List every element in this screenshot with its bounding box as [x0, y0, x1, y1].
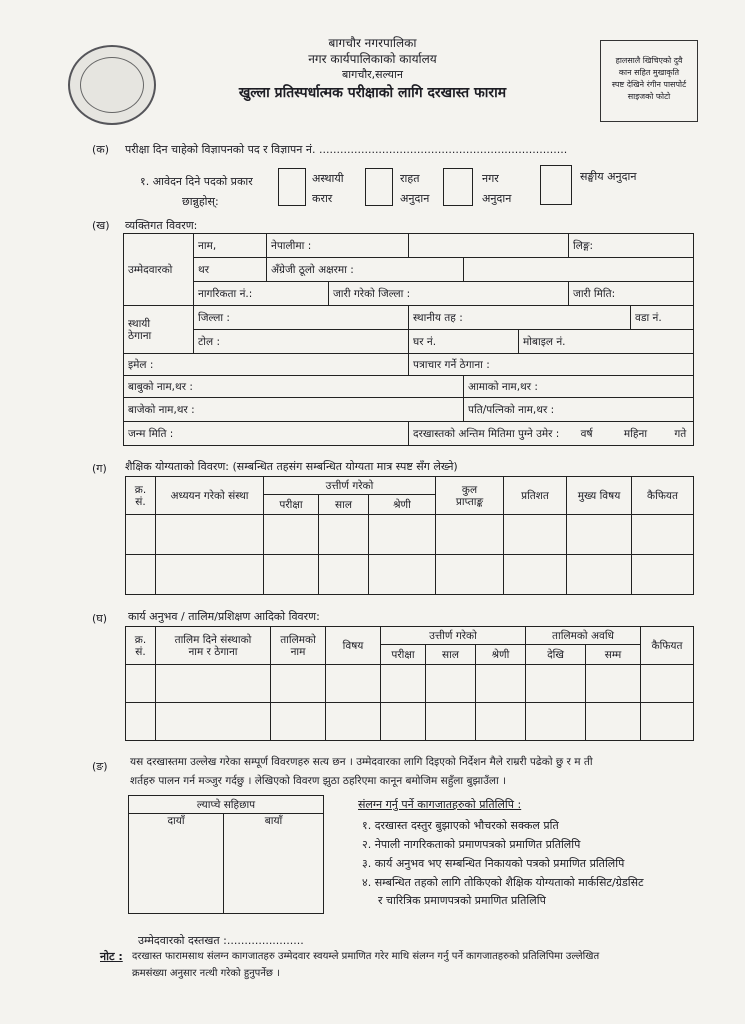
- issued-district-field[interactable]: जारी गरेको जिल्ला :: [329, 282, 569, 306]
- trn-name-text: तालिमको: [280, 633, 316, 646]
- gender-field[interactable]: लिङ्ग:: [569, 234, 694, 258]
- note-label: नोट :: [100, 950, 123, 963]
- section-gha-marker: (घ): [92, 612, 108, 625]
- form-title: खुल्ला प्रतिस्पर्धात्मक परीक्षाको लागि दरखास्त फाराम: [238, 85, 507, 101]
- trn-sn-text: सं.: [135, 645, 146, 658]
- trn-exam-header: परीक्षा: [381, 645, 426, 665]
- declaration-line-2: शर्तहरु पालन गर्न मञ्जुर गर्दछु । लेखिएको विवरण झुठा ठहरिएमा कानून बमोजिम सहुँला बुझाउँला ।: [130, 775, 507, 787]
- option-municipal-label: नगर: [482, 172, 499, 185]
- candidate-label: उम्मेदवारको: [124, 234, 194, 306]
- permanent-label: स्थायी: [128, 317, 151, 330]
- office-name: नगर कार्यपालिकाको कार्यालय: [308, 52, 437, 66]
- trn-org-header: [156, 627, 271, 665]
- trn-to-header: सम्म: [586, 645, 641, 665]
- option-municipal-grant-label: अनुदान: [482, 192, 512, 205]
- trn-sn-text: क्र.: [134, 633, 147, 646]
- trn-subject-header: विषय: [326, 627, 381, 665]
- vacancy-field[interactable]: परीक्षा दिन चाहेको विज्ञापनको पद र विज्ञापन नं. .......................................................................: [125, 143, 568, 156]
- grandfather-name-field[interactable]: बाजेको नाम,थर :: [124, 398, 464, 422]
- thumbprint-title: ल्याप्चे सहिछाप: [129, 796, 324, 814]
- edu-total-text: कुल: [461, 483, 478, 496]
- attachments-title: संलग्न गर्नु पर्ने कागजातहरुको प्रतिलिपि :: [358, 798, 522, 811]
- candidate-signature-field[interactable]: उम्मेदवारको दस्तखत :......................: [138, 934, 304, 947]
- english-name-field[interactable]: अँग्रेजी ठूलो अक्षरमा :: [267, 258, 464, 282]
- personal-details-table: [123, 233, 694, 446]
- trn-duration-header: तालिमको अवधि: [526, 627, 641, 645]
- thumbprint-table: [128, 795, 324, 914]
- right-thumb-box[interactable]: [129, 814, 224, 914]
- trn-name-text: नाम: [290, 645, 306, 658]
- name-label: नाम,: [194, 234, 267, 258]
- edu-percent-header: प्रतिशत: [504, 477, 567, 515]
- district-field[interactable]: जिल्ला :: [194, 306, 409, 330]
- edu-sn-text: सं.: [135, 495, 146, 508]
- edu-sn-header: [126, 477, 156, 515]
- english-name-input[interactable]: [464, 258, 694, 282]
- education-title: शैक्षिक योग्यताको विवरण: (सम्बन्धित तहसंग सम्बन्धित योग्यता मात्र स्पष्ट सँग लेख्ने): [125, 460, 458, 473]
- trn-passed-header: उत्तीर्ण गरेको: [381, 627, 526, 645]
- list-item: ३. कार्य अनुभव भए सम्बन्धित निकायको पत्रको प्रमाणित प्रतिलिपि: [362, 857, 625, 870]
- edu-remarks-header: कैफियत: [632, 477, 694, 515]
- choose-label: छान्नुहोस्:: [182, 195, 219, 208]
- trn-from-header: देखि: [526, 645, 586, 665]
- edu-institution-header: अध्ययन गरेको संस्था: [156, 477, 264, 515]
- photo-note-line: हालसालै खिचिएको दुवै: [615, 56, 683, 65]
- option-grant-label: अनुदान: [400, 192, 430, 205]
- address-label: ठेगाना: [128, 329, 152, 342]
- table-row[interactable]: [126, 555, 694, 595]
- age-day-label: गते: [674, 427, 687, 440]
- mobile-field[interactable]: मोबाइल नं.: [519, 330, 694, 354]
- section-ka-marker: (क): [92, 143, 110, 156]
- edu-year-header: साल: [319, 495, 369, 515]
- mailing-address-field[interactable]: पत्राचार गर्ने ठेगाना :: [409, 354, 694, 376]
- checkbox-relief-grant[interactable]: [365, 168, 393, 206]
- training-title: कार्य अनुभव / तालिम/प्रशिक्षण आदिको विवरण:: [128, 610, 320, 623]
- surname-label: थर: [194, 258, 267, 282]
- citizenship-no-field[interactable]: नागरिकता नं.:: [194, 282, 329, 306]
- trn-org-text: तालिम दिने संस्थाको: [174, 633, 252, 646]
- age-label: दरखास्तको अन्तिम मितिमा पुग्ने उमेर :: [413, 427, 560, 440]
- ward-field[interactable]: वडा नं.: [631, 306, 694, 330]
- age-field[interactable]: [409, 422, 694, 446]
- local-level-field[interactable]: स्थानीय तह :: [409, 306, 631, 330]
- father-name-field[interactable]: बाबुको नाम,थर :: [124, 376, 464, 398]
- edu-subject-header: मुख्य विषय: [567, 477, 632, 515]
- education-table: [125, 476, 694, 595]
- permanent-address-label: [124, 306, 194, 354]
- left-thumb-label: बायाँ: [264, 815, 283, 827]
- table-row[interactable]: [126, 703, 694, 741]
- section-nga-marker: (ङ): [92, 760, 108, 773]
- table-row[interactable]: [126, 515, 694, 555]
- section-kha-marker: (ख): [92, 219, 110, 232]
- nepali-name-field[interactable]: नेपालीमा :: [267, 234, 409, 258]
- section-ga-marker: (ग): [92, 462, 107, 475]
- dob-field[interactable]: जन्म मिति :: [124, 422, 409, 446]
- photo-placeholder[interactable]: [600, 40, 698, 122]
- edu-division-header: श्रेणी: [369, 495, 436, 515]
- issued-date-field[interactable]: जारी मिति:: [569, 282, 694, 306]
- edu-passed-header: उत्तीर्ण गरेको: [264, 477, 436, 495]
- option-contract-label: करार: [312, 192, 333, 205]
- training-table: [125, 626, 694, 741]
- photo-note-line: कान सहित मुखाकृति: [618, 68, 680, 77]
- option-federal-label: सङ्घीय अनुदान: [580, 170, 637, 183]
- trn-year-header: साल: [426, 645, 476, 665]
- office-address: बागचौर,सल्यान: [342, 68, 403, 81]
- edu-total-header: [436, 477, 504, 515]
- checkbox-temporary[interactable]: [278, 168, 306, 206]
- trn-name-header: [271, 627, 326, 665]
- checkbox-municipal-grant[interactable]: [443, 168, 473, 206]
- list-item: र चारित्रिक प्रमाणपत्रको प्रमाणित प्रतिलिपि: [378, 894, 546, 907]
- post-type-label: १. आवेदन दिने पदको प्रकार: [140, 175, 253, 188]
- spouse-name-field[interactable]: पति/पत्निको नाम,थर :: [464, 398, 694, 422]
- edu-exam-header: परीक्षा: [264, 495, 319, 515]
- photo-note-line: स्पष्ट देखिने रंगीन पासपोर्ट: [611, 80, 687, 89]
- personal-details-title: व्यक्तिगत विवरण:: [125, 219, 198, 232]
- left-thumb-box[interactable]: [224, 814, 324, 914]
- mother-name-field[interactable]: आमाको नाम,थर :: [464, 376, 694, 398]
- option-temporary-label: अस्थायी: [312, 172, 344, 185]
- list-item: २. नेपाली नागरिकताको प्रमाणपत्रको प्रमाणित प्रतिलिपि: [362, 838, 581, 851]
- tole-field[interactable]: टोल :: [194, 330, 409, 354]
- declaration-line-1: यस दरखास्तमा उल्लेख गरेका सम्पूर्ण विवरणहरु सत्य छन । उम्मेदवारका लागि दिइएको निर्देशन मैले राम्ररी पढेको छु र म ती: [130, 756, 593, 768]
- nepali-name-input[interactable]: [409, 234, 569, 258]
- trn-division-header: श्रेणी: [476, 645, 526, 665]
- municipality-name: बागचौर नगरपालिका: [328, 36, 417, 50]
- right-thumb-label: दायाँ: [167, 815, 185, 827]
- option-relief-label: राहत: [400, 172, 420, 185]
- trn-remarks-header: कैफियत: [641, 627, 694, 665]
- edu-sn-text: क्र.: [134, 483, 147, 496]
- age-month-label: महिना: [623, 427, 648, 440]
- age-year-label: वर्ष: [580, 427, 593, 440]
- note-line-2: क्रमसंख्या अनुसार नत्थी गरेको हुनुपर्नेछ ।: [132, 968, 280, 979]
- house-no-field[interactable]: घर नं.: [409, 330, 519, 354]
- table-row[interactable]: [126, 665, 694, 703]
- note-line-1: दरखास्त फारामसाथ संलग्न कागजातहरु उम्मेदवार स्वयम्ले प्रमाणित गरेर माथि संलग्न गर्नु पर्ने कागजातहरुको प्रतिलिपिमा उल्लेखित: [132, 951, 600, 962]
- trn-sn-header: [126, 627, 156, 665]
- trn-org-text: नाम र ठेगाना: [188, 645, 238, 658]
- email-field[interactable]: इमेल :: [124, 354, 409, 376]
- list-item: १. दरखास्त दस्तुर बुझाएको भौचरको सक्कल प्रति: [362, 819, 559, 832]
- checkbox-federal-grant[interactable]: [540, 165, 572, 205]
- edu-total-text: प्राप्ताङ्क: [455, 495, 484, 508]
- list-item: ४. सम्बन्धित तहको लागि तोकिएको शैक्षिक योग्यताको मार्कसिट/ग्रेडसिट: [362, 876, 644, 889]
- photo-note-line: साइजको फोटो: [627, 92, 671, 101]
